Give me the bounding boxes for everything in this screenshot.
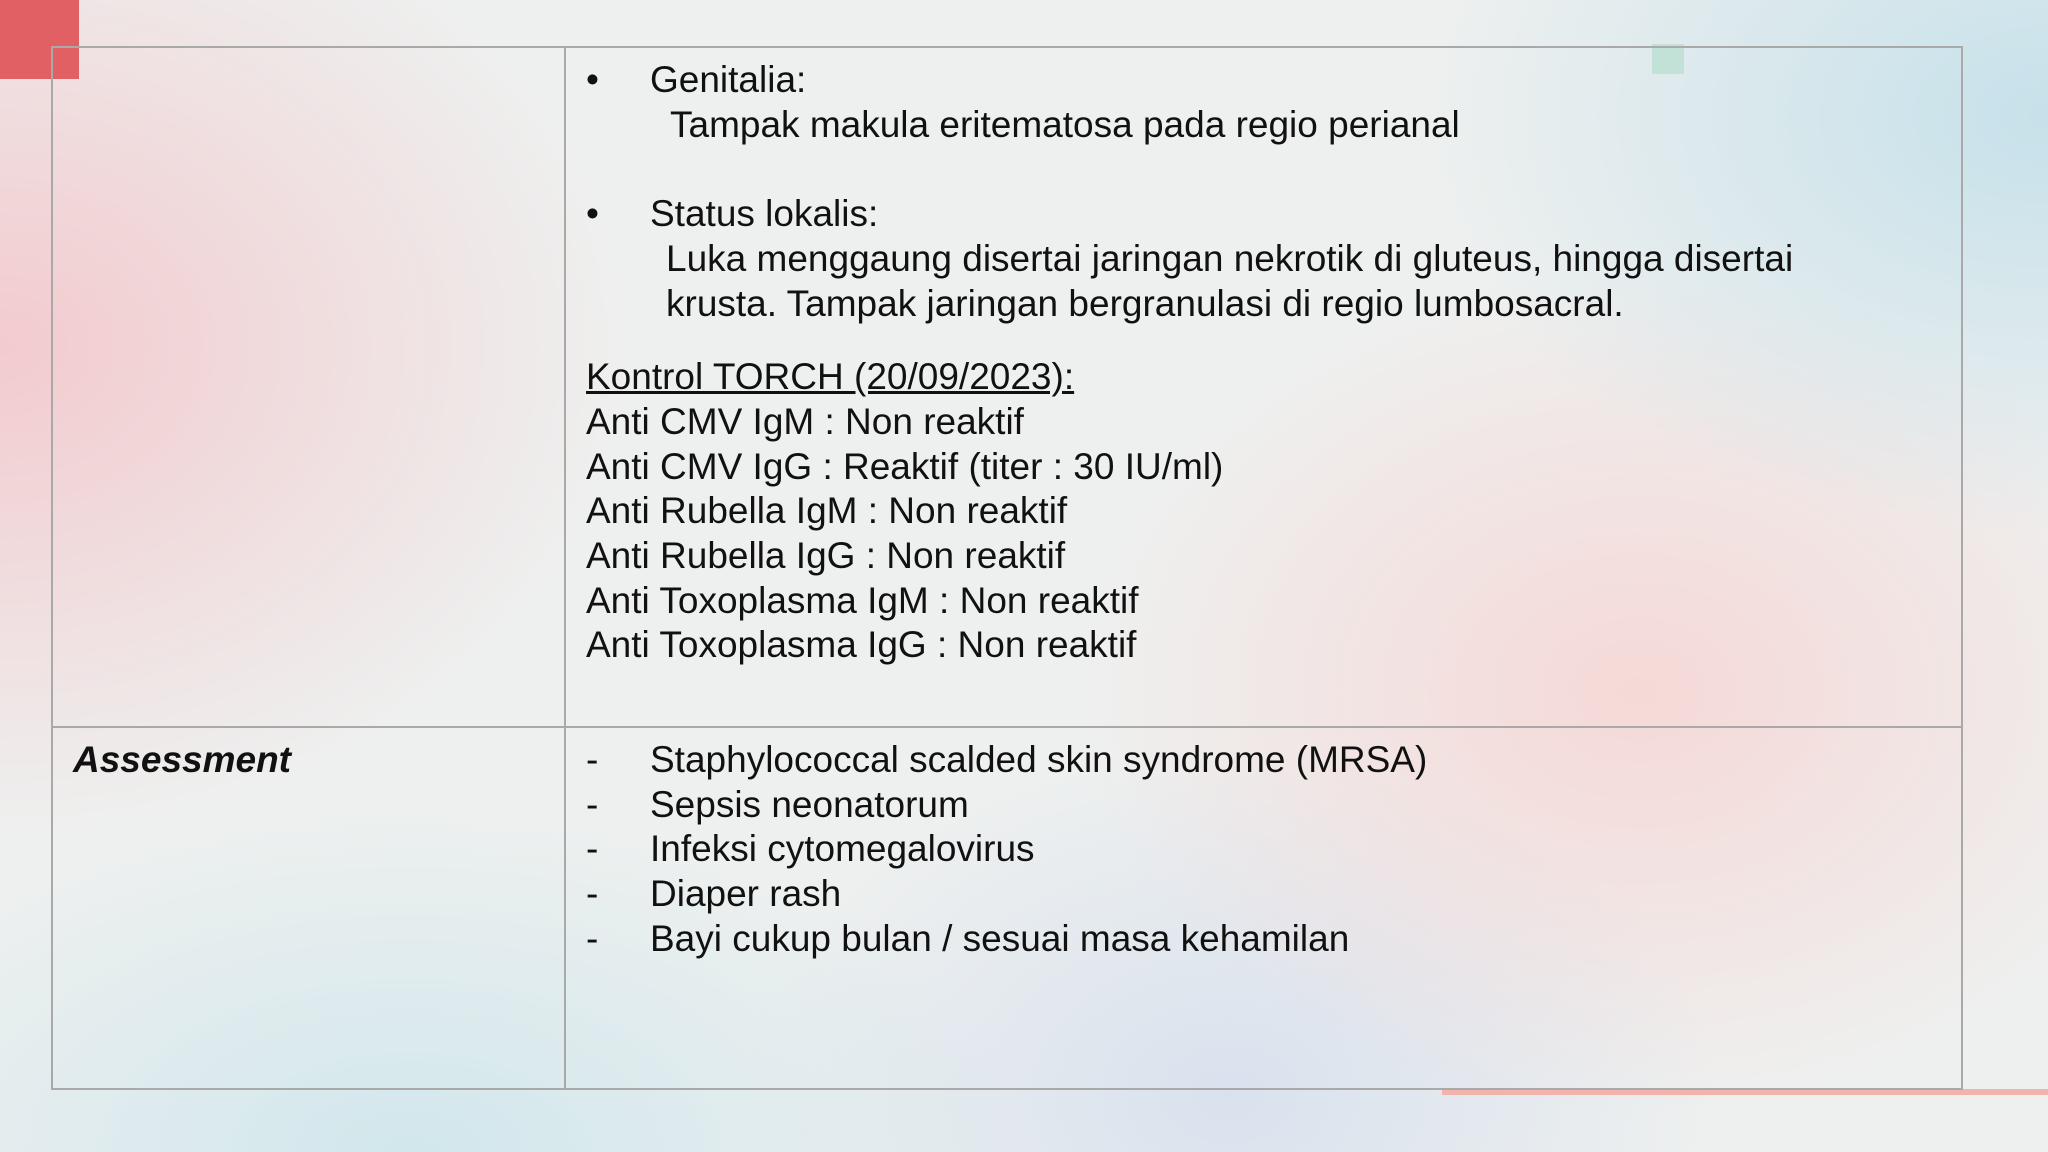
bullet-icon: • [586,193,599,235]
assessment-item [586,783,1961,828]
dash-marker: - [586,739,599,780]
assessment-item-text: Infeksi cytomegalovirus [650,828,1035,870]
torch-result: Anti Toxoplasma IgG : Non reaktif [586,624,1137,666]
genitalia-item [586,58,1961,103]
status-lokalis-title: Status lokalis: [650,193,879,235]
assessment-label-cell [52,727,565,1089]
genitalia-text: Tampak makula eritematosa pada regio perianal [670,103,1460,145]
torch-result: Anti CMV IgG : Reaktif (titer : 30 IU/ml) [586,445,1224,487]
genitalia-title: Genitalia: [650,59,807,100]
torch-result: Anti Rubella IgG : Non reaktif [586,535,1066,577]
status-lokalis-item [586,192,1961,237]
assessment-content-cell [565,727,1962,1089]
dash-marker: - [586,873,599,915]
torch-result: Anti Rubella IgM : Non reaktif [586,490,1068,532]
status-lokalis-line-2: krusta. Tampak jaringan bergranulasi di regio lumbosacral. [666,282,1624,324]
dash-marker: - [586,828,599,870]
torch-heading: Kontrol TORCH (20/09/2023): [586,356,1075,398]
assessment-item [586,917,1961,962]
dash-marker: - [586,917,599,959]
objective-content-cell [565,47,1962,727]
assessment-item [586,738,1961,783]
dash-marker: - [586,783,599,825]
assessment-item [586,872,1961,917]
assessment-item-text: Staphylococcal scalded skin syndrome (MRSA) [650,739,1428,780]
assessment-item-text: Bayi cukup bulan / sesuai masa kehamilan [650,917,1350,959]
bullet-icon: • [586,59,599,100]
torch-result: Anti Toxoplasma IgM : Non reaktif [586,579,1139,621]
assessment-item [586,827,1961,872]
soap-table [51,46,1963,1090]
assessment-item-text: Sepsis neonatorum [650,783,969,825]
objective-label-cell [52,47,565,727]
status-lokalis-line-1: Luka menggaung disertai jaringan nekrotik di gluteus, hingga disertai [666,237,1794,279]
objective-row [52,47,1962,727]
assessment-label: Assessment [73,739,292,780]
assessment-row [52,727,1962,1089]
assessment-item-text: Diaper rash [650,873,842,915]
torch-result: Anti CMV IgM : Non reaktif [586,400,1024,442]
